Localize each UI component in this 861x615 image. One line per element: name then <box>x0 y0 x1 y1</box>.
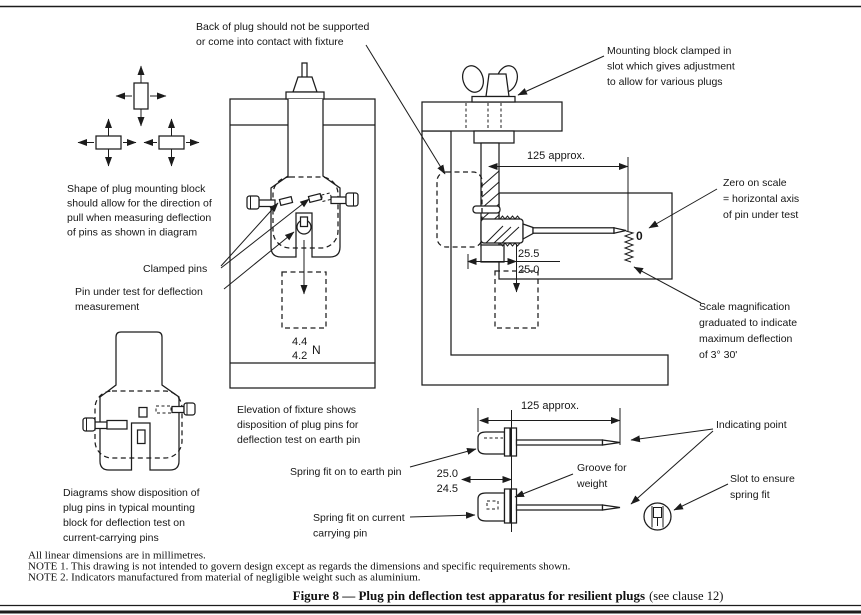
dim-sleeve-depth <box>437 468 512 495</box>
label-elevation-note: Elevation of fixture shows <box>237 404 357 416</box>
svg-text:carrying pin: carrying pin <box>313 527 368 540</box>
earth-pin-indicator <box>478 428 620 456</box>
svg-text:or come into contact with fixt: or come into contact with fixture <box>196 36 344 48</box>
svg-text:25.0: 25.0 <box>436 468 458 480</box>
figure-caption: Figure 8 — Plug pin deflection test apparatus for resilient plugs (see clause 12) <box>292 588 724 603</box>
clamp-lip <box>473 206 500 213</box>
current-pin-indicator <box>478 489 620 523</box>
svg-text:125 approx.: 125 approx. <box>520 400 580 412</box>
leader-spring-fit-current <box>410 515 475 517</box>
svg-text:of pin under test: of pin under test <box>723 209 799 221</box>
svg-text:slot which gives adjustment: slot which gives adjustment <box>607 60 735 73</box>
leader-spring-fit-earth <box>410 449 476 467</box>
svg-text:disposition of plug pins for: disposition of plug pins for <box>237 419 359 431</box>
side-elevation-fixture <box>422 63 672 385</box>
block-flange <box>474 131 514 143</box>
leader-indicating-point-2 <box>631 431 713 504</box>
svg-text:block for deflection test on: block for deflection test on <box>63 517 185 529</box>
svg-text:to allow for various plugs: to allow for various plugs <box>607 76 723 88</box>
column-foot <box>481 245 504 262</box>
footnotes <box>28 550 571 584</box>
label-back-of-plug: Back of plug should not be supported <box>196 21 370 33</box>
label-shape-note: Shape of plug mounting block <box>67 183 206 195</box>
svg-text:pull when measuring deflection: pull when measuring deflection <box>67 212 212 224</box>
label-pin-under-test: Pin under test for deflection <box>75 286 203 298</box>
label-indicating-point: Indicating point <box>716 419 787 431</box>
svg-text:deflection test on earth pin: deflection test on earth pin <box>237 434 361 446</box>
label-clamped-pins: Clamped pins <box>143 263 208 275</box>
pin-symbol-current-right <box>144 119 199 166</box>
svg-text:of 3° 30': of 3° 30' <box>699 349 738 361</box>
label-groove: Groove for <box>577 462 627 474</box>
svg-text:maximum deflection: maximum deflection <box>699 333 793 345</box>
svg-text:125 approx.: 125 approx. <box>526 150 586 162</box>
leader-indicating-point-1 <box>631 429 713 440</box>
clamp-handle <box>286 63 324 99</box>
footnote-note2: NOTE 2. Indicators manufactured from material of negligible weight such as aluminium. <box>28 571 421 584</box>
earth-pin-section <box>138 430 146 444</box>
force-upper: 4.4 <box>292 336 308 348</box>
svg-text:weight: weight <box>577 478 608 490</box>
svg-text:graduated to indicate: graduated to indicate <box>699 317 798 329</box>
clamp-bar <box>422 102 562 131</box>
wing-nut <box>459 63 520 102</box>
indicator-rod <box>533 228 614 233</box>
force-unit: N <box>312 343 321 357</box>
block-outline <box>100 332 179 470</box>
force-lower: 4.2 <box>292 350 308 362</box>
pin-symbol-current-left <box>78 119 136 166</box>
svg-text:24.5: 24.5 <box>436 483 458 495</box>
svg-text:measurement: measurement <box>75 301 140 313</box>
mounting-block-current-pins <box>83 332 195 470</box>
svg-text:25.5: 25.5 <box>518 248 540 260</box>
svg-text:spring fit: spring fit <box>730 489 770 501</box>
footnote-dimensions: All linear dimensions are in millimetres. <box>28 549 206 562</box>
label-spring-fit-current: Spring fit on current <box>313 512 405 524</box>
indicator-pins-detail <box>437 400 671 532</box>
label-scale-magnification: Scale magnification <box>699 301 791 313</box>
label-zero-on-scale: Zero on scale <box>723 177 787 189</box>
svg-text:of pins as shown in diagram: of pins as shown in diagram <box>67 226 198 239</box>
bottom-rule <box>0 611 861 614</box>
label-slot-spring-fit: Slot to ensure <box>730 473 795 485</box>
label-diagrams-note: Diagrams show disposition of <box>63 487 200 499</box>
label-spring-fit-earth: Spring fit on to earth pin <box>290 466 402 478</box>
svg-text:25.0: 25.0 <box>518 264 540 276</box>
svg-text:current-carrying pins: current-carrying pins <box>63 532 159 544</box>
label-mounting-block: Mounting block clamped in <box>607 45 732 57</box>
pin-direction-symbols <box>78 66 199 166</box>
svg-text:plug pins in typical mounting: plug pins in typical mounting <box>63 502 195 514</box>
svg-text:should allow for the direction: should allow for the direction of <box>67 197 212 210</box>
footnote-note1: NOTE 1. This drawing is not intended to govern design except as regards the dimensions and specific requirements shown. <box>28 560 571 573</box>
leader-slot-spring-fit <box>674 484 728 510</box>
front-elevation-fixture <box>230 63 375 388</box>
scale-zero: 0 <box>636 229 643 243</box>
sleeve-end-view <box>644 503 671 530</box>
svg-text:= horizontal axis: = horizontal axis <box>723 193 800 205</box>
pin-clamp-detail <box>301 217 308 227</box>
leader-groove <box>515 474 573 497</box>
pin-symbol-earth <box>116 66 166 126</box>
leader-mounting-block <box>518 56 604 95</box>
